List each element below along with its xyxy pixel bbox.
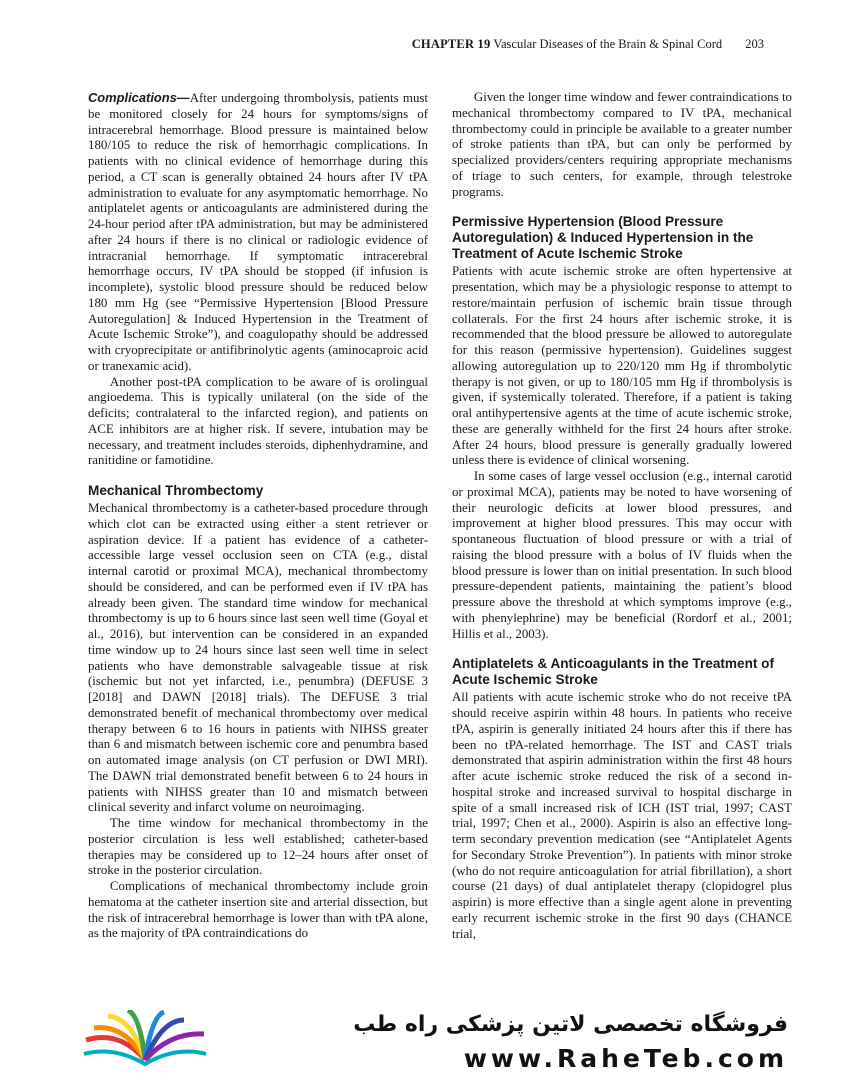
complications-text: After undergoing thrombolysis, patients must be monitored closely for 24 hours for symptoms/signs of intracerebral hemorrhage. Blood pressure is maintained below 180/105 to reduce the risk of hemorrhagic complications. In patients with no clinical evidence of hemorrhage during this period, a CT scan is generally obtained 24 hours after IV tPA administration to evaluate for any asymptomatic hemorrhage. No antiplatelet agents or anticoagulants are administered during the 24-hour period after tPA administration, but may be administered after 24 hours if there is no clinical or radiologic evidence of intracranial hemorrhage. If symptomatic intracerebral hemorrhage occurs, IV tPA should be stopped (if infusion is incomplete), systolic blood pressure should be reduced below 180 mm Hg (see “Permissive Hypertension [Blood Pressure Autoregulation] & Induced Hypertension in the Treatment of Acute Ischemic Stroke”), and coagulopathy should be addressed with cryoprecipitate or antifibrinolytic agents (aminocaproic acid or tranexamic acid). (88, 91, 428, 373)
thrombectomy-paragraph: Mechanical thrombectomy is a catheter-based procedure through which clot can be extracted using either a stent retriever or aspiration device. If a patient has evidence of a catheter-accessible large vessel occlusion seen on CTA (e.g., distal internal carotid or proximal MCA), mechanical thrombectomy should be considered, and can be performed even if IV tPA has already been given. The standard time window for mechanical thrombectomy is up to 6 hours since last seen well time (Goyal et al., 2016), but intervention can be considered in an expanded time window up to 24 hours since last seen well time in select patients who have demonstrable salvageable tissue at risk (ischemic but not yet infarcted, i.e., penumbra) (DEFUSE 3 [2018] and DAWN [2018] trials). The DEFUSE 3 trial demonstrated benefit of mechanical thrombectomy over medical therapy between 6 to 16 hours in patients with NIHSS greater than 6 and mismatch between ischemic core and penumbra based on automated image analysis (on CT perfusion or DWI MRI). The DAWN trial demonstrated benefit between 6 to 24 hours in patients with NIHSS greater than 10 and mismatch between clinical severity and infarct volume on neuroimaging. (88, 501, 428, 815)
mechanical-thrombectomy-heading: Mechanical Thrombectomy (88, 483, 264, 498)
antiplatelets-heading: Antiplatelets & Anticoagulants in the Treatment of Acute Ischemic Stroke (452, 656, 775, 688)
thrombectomy-complications-paragraph: Complications of mechanical thrombectomy include groin hematoma at the catheter insertion site and arterial dissection, but the risk of intracerebral hemorrhage is lower than with tPA alone, as the majority of tPA contraindications do (88, 879, 428, 941)
complications-paragraph (88, 90, 428, 375)
posterior-circulation-paragraph: The time window for mechanical thrombectomy in the posterior circulation is less well established; catheter-based therapies may be considered up to 12–24 hours after onset of stroke in the posterior circulation. (88, 816, 428, 878)
running-header (412, 37, 764, 52)
watermark-url: www.RaheTeb.com (463, 1044, 788, 1073)
chapter-title: Vascular Diseases of the Brain & Spinal Cord (493, 37, 723, 51)
left-column (88, 90, 428, 942)
permissive-hypertension-heading: Permissive Hypertension (Blood Pressure Autoregulation) & Induced Hypertension in the Treatment of Acute Ischemic Stroke (452, 214, 754, 262)
antiplatelets-paragraph: All patients with acute ischemic stroke who do not receive tPA should receive aspirin within 48 hours. In patients who receive tPA, aspirin is generally initiated 24 hours after this if there has been no tPA-related hemorrhage. The IST and CAST trials demonstrated that aspirin administration within the first 48 hours after acute ischemic stroke reduced the risk of a second in-hospital stroke and increased survival to hospital discharge in spite of a small increased risk of ICH (IST trial, 1997; CAST trial, 1997; Chen et al., 2000). Aspirin is also an effective long-term secondary prevention medication (see “Antiplatelet Agents for Secondary Stroke Prevention”). In patients with minor stroke (who do not require anticoagulation for atrial fibrillation), a short course (21 days) of dual antiplatelet therapy (clopidogrel plus aspirin) is more effective than a single agent alone in preventing early recurrent ischemic stroke in the first 90 days (CHANCE trial, (452, 690, 792, 941)
time-window-paragraph: Given the longer time window and fewer contraindications to mechanical thrombectomy compared to IV tPA, mechanical thrombectomy could in principle be available to a greater number of stroke patients than tPA, but can only be performed by specialized providers/centers requiring appropriate mechanisms of triage to such centers, for example, through telestroke programs. (452, 90, 792, 199)
chapter-label: CHAPTER 19 (411, 37, 491, 51)
book-logo-icon (80, 1010, 210, 1070)
large-vessel-paragraph: In some cases of large vessel occlusion (e.g., internal carotid or proximal MCA), patients may be noted to have worsening of their neurologic deficits at lower blood pressures, and improvement at higher blood pressures. This may occur with spontaneous fluctuation of blood pressure or with a trial of raising the blood pressure with a bolus of IV fluids when the blood pressure is lower than on initial presentation. In such blood pressure-dependent patients, maintaining the patient’s blood pressure above the threshold at which symptoms improve (e.g., with phenylephrine) may be beneficial (Rordorf et al., 2001; Hillis et al., 2003). (452, 469, 792, 641)
page-number: 203 (745, 37, 764, 51)
watermark-persian-text: فروشگاه تخصصی لاتین پزشکی راه طب (353, 1012, 788, 1037)
complications-lead: Complications— (88, 90, 190, 105)
right-column (452, 90, 792, 942)
angioedema-paragraph: Another post-tPA complication to be aware of is orolingual angioedema. This is typically unilateral (on the side of the deficits; contralateral to the infarcted region), and patients on ACE inhibitors are at higher risk. If severe, intubation may be necessary, and treatment includes steroids, diphenhydramine, and ranitidine or famotidine. (88, 374, 428, 468)
permissive-hypertension-paragraph: Patients with acute ischemic stroke are often hypertensive at presentation, which may be a physiologic response to attempt to restore/maintain perfusion of ischemic brain tissue through collaterals. For the first 24 hours after ischemic stroke, it is recommended that the blood pressure be allowed to autoregulate for this reason (permissive hypertension). Guidelines suggest allowing autoregulation up to 220/120 mm Hg if thrombolytic therapy is not given, or up to 180/105 mm Hg if thrombolysis is given, if systemically tolerated. Therefore, if a patient is taking oral antihypertensive agents at the time of acute ischemic stroke, these are generally withheld for the first 24 hours after stroke. After 24 hours, blood pressure is generally gradually lowered unless there is evidence of clinical worsening. (452, 264, 792, 468)
